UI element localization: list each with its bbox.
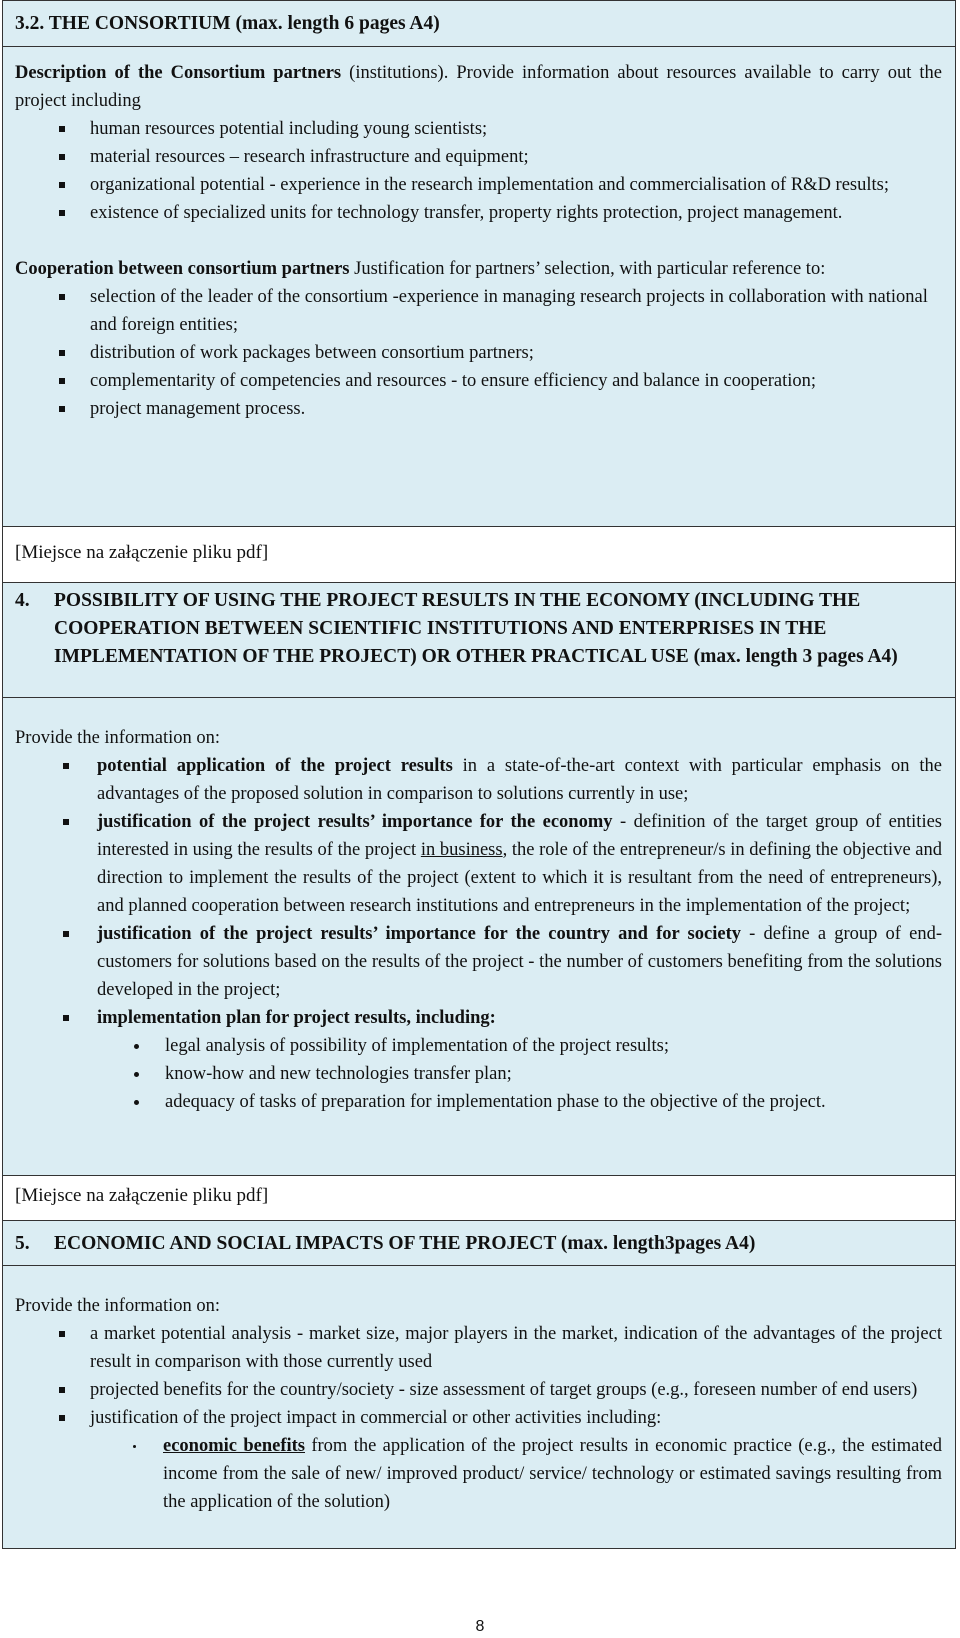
square-bullet-icon <box>59 1415 65 1421</box>
partners-description-label: Description of the Consortium partners <box>15 63 342 83</box>
list-item-text: know-how and new technologies transfer plan; <box>165 1064 512 1084</box>
square-bullet-icon <box>59 1387 65 1393</box>
list-item <box>15 1032 942 1060</box>
square-bullet-icon <box>63 1015 69 1021</box>
section-5-list <box>15 1320 942 1432</box>
list-item-text: projected benefits for the country/society - size assessment of target groups (e.g., foreseen number of end users) <box>90 1380 918 1400</box>
list-item-text: project management process. <box>90 399 306 419</box>
square-bullet-icon <box>59 210 65 216</box>
list-item-text: existence of specialized units for technology transfer, property rights protection, project management. <box>90 203 843 223</box>
list-item-text: , the role of the entrepreneur/s in defining the objective and direction to implement the results of the project (extent to which it is resultant from the need of entrepreneurs), and planned cooperation between research institutions and entrepreneurs in the implementation of the project; <box>97 840 943 916</box>
resources-list <box>15 115 942 227</box>
section-4-list <box>15 752 942 1032</box>
section-4-body <box>2 697 956 1175</box>
list-item <box>15 920 942 1004</box>
list-item-text: in a state-of-the-art context with particular emphasis on the advantages of the proposed solution in comparison to solutions currently in use; <box>97 756 942 804</box>
list-item-text: from the application of the project results in economic practice (e.g., the estimated income from the sale of new/ improved product/ service/ technology or estimated savings resulting from the application of the solution) <box>163 1436 942 1512</box>
round-bullet-icon <box>133 1445 136 1448</box>
partners-description <box>15 59 942 115</box>
list-item-text: - definition of the target group of entities interested in using the results of the project <box>97 812 942 860</box>
cooperation-label: Cooperation between consortium partners <box>15 259 350 279</box>
square-bullet-icon <box>59 1331 65 1337</box>
list-item <box>15 283 942 339</box>
section-3-2-body <box>2 46 956 526</box>
form-document <box>2 0 956 1549</box>
list-item-text: - define a group of end-customers for solutions based on the results of the project - the number of customers benefiting from the solutions developed in the project; <box>97 924 942 1000</box>
square-bullet-icon <box>59 154 65 160</box>
section-3-2-title: 3.2. THE CONSORTIUM (max. length 6 pages A4) <box>15 13 440 34</box>
list-item <box>15 1320 942 1376</box>
square-bullet-icon <box>59 294 65 300</box>
list-item <box>15 143 942 171</box>
list-item <box>15 1060 942 1088</box>
round-bullet-icon <box>134 1072 139 1077</box>
placeholder-text: [Miejsce na załączenie pliku pdf] <box>15 542 269 563</box>
section-4-intro: Provide the information on: <box>15 728 221 748</box>
list-item-label: justification of the project results’ importance for the economy <box>97 812 613 832</box>
list-item <box>15 1432 942 1516</box>
list-item <box>15 1004 942 1032</box>
placeholder-text: [Miejsce na załączenie pliku pdf] <box>15 1185 269 1206</box>
impact-sublist <box>15 1432 942 1516</box>
square-bullet-icon <box>59 350 65 356</box>
list-item <box>15 339 942 367</box>
list-item <box>15 1404 942 1432</box>
underlined-text: in business <box>420 840 503 860</box>
list-item <box>15 752 942 808</box>
list-item-text: complementarity of competencies and resources - to ensure efficiency and balance in cooperation; <box>90 371 816 391</box>
round-bullet-icon <box>134 1044 139 1049</box>
section-4-number: 4. <box>15 590 30 611</box>
square-bullet-icon <box>63 931 69 937</box>
square-bullet-icon <box>59 126 65 132</box>
section-4-title: POSSIBILITY OF USING THE PROJECT RESULTS IN THE ECONOMY (INCLUDING THE COOPERATION BETWEEN SCIENTIFIC INSTITUTIONS AND ENTERPRISES IN THE IMPLEMENTATION OF THE PROJECT) OR OTHER PRACTICAL USE (max. length 3 pages A4) <box>54 590 898 667</box>
list-item-label: potential application of the project results <box>97 756 453 776</box>
list-item-text: human resources potential including young scientists; <box>90 119 488 139</box>
cooperation-text: Justification for partners’ selection, with particular reference to: <box>349 259 826 279</box>
list-item <box>15 1376 942 1404</box>
list-item-text: a market potential analysis - market size, major players in the market, indication of the advantages of the project result in comparison with those currently used <box>90 1324 942 1372</box>
list-item-text: adequacy of tasks of preparation for implementation phase to the objective of the project. <box>165 1092 826 1112</box>
square-bullet-icon <box>59 182 65 188</box>
list-item <box>15 808 942 920</box>
list-item-text: organizational potential - experience in the research implementation and commercialisation of R&D results; <box>90 175 889 195</box>
partners-description-text: (institutions). Provide information about resources available to carry out the project including <box>15 63 942 111</box>
list-item-label: implementation plan for project results, including: <box>97 1008 496 1028</box>
list-item-text: justification of the project impact in commercial or other activities including: <box>90 1408 662 1428</box>
section-5-number: 5. <box>15 1233 30 1254</box>
square-bullet-icon <box>63 763 69 769</box>
list-item-text: selection of the leader of the consortium -experience in managing research projects in collaboration with national and foreign entities; <box>90 287 928 335</box>
list-item-label: justification of the project results’ importance for the country and for society <box>97 924 741 944</box>
cooperation-description <box>15 255 942 283</box>
list-item <box>15 171 942 199</box>
list-item <box>15 367 942 395</box>
page-number: 8 <box>475 1618 485 1635</box>
cooperation-list <box>15 283 942 423</box>
section-5-heading <box>2 1220 956 1265</box>
section-5-body <box>2 1265 956 1549</box>
square-bullet-icon <box>63 819 69 825</box>
implementation-sublist <box>15 1032 942 1116</box>
square-bullet-icon <box>59 378 65 384</box>
list-item <box>15 395 942 423</box>
round-bullet-icon <box>134 1100 139 1105</box>
list-item <box>15 199 942 227</box>
square-bullet-icon <box>59 406 65 412</box>
list-item-label: economic benefits <box>163 1436 305 1456</box>
list-item-text: material resources – research infrastructure and equipment; <box>90 147 529 167</box>
list-item <box>15 1088 942 1116</box>
section-5-title: ECONOMIC AND SOCIAL IMPACTS OF THE PROJECT (max. length3pages A4) <box>54 1233 756 1254</box>
section-4-heading <box>2 582 956 697</box>
list-item <box>15 115 942 143</box>
list-item-text: legal analysis of possibility of implementation of the project results; <box>165 1036 670 1056</box>
list-item-text: distribution of work packages between consortium partners; <box>90 343 534 363</box>
pdf-attachment-placeholder-4[interactable] <box>2 1175 956 1220</box>
section-3-2-heading <box>2 0 956 46</box>
pdf-attachment-placeholder-3-2[interactable] <box>2 526 956 582</box>
section-5-intro: Provide the information on: <box>15 1296 221 1316</box>
